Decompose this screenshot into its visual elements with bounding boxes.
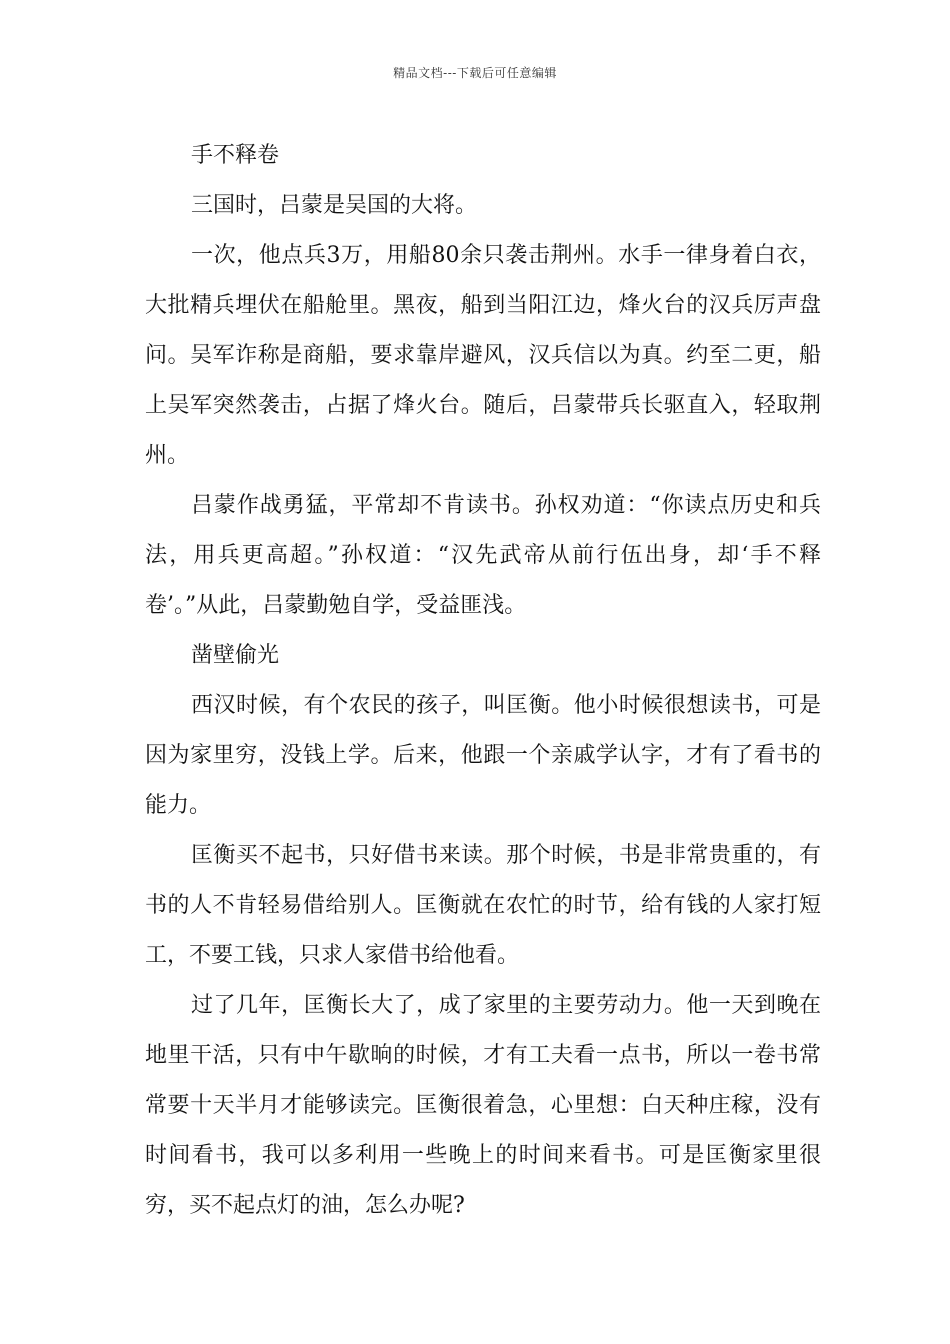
paragraph: 吕蒙作战勇猛，平常却不肯读书。孙权劝道：“你读点历史和兵法，用兵更高超。”孙权道：“汉先武帝从前行伍出身，却‘手不释卷’。”从此，吕蒙勤勉自学，受益匪浅。 [145,493,821,618]
paragraph: 匡衡买不起书，只好借书来读。那个时候，书是非常贵重的，有书的人不肯轻易借给别人。匡衡就在农忙的时节，给有钱的人家打短工，不要工钱，只求人家借书给他看。 [145,843,821,968]
paragraph: 过了几年，匡衡长大了，成了家里的主要劳动力。他一天到晚在地里干活，只有中午歇晌的时候，才有工夫看一点书，所以一卷书常常要十天半月才能够读完。匡衡很着急，心里想：白天种庄稼，没有时间看书，我可以多利用一些晚上的时间来看书。可是匡衡家里很穷，买不起点灯的油，怎么办呢? [145,993,821,1218]
paragraph: 三国时，吕蒙是吴国的大将。 [191,193,478,218]
paragraph: 西汉时候，有个农民的孩子，叫匡衡。他小时候很想读书，可是因为家里穷，没钱上学。后来，他跟一个亲戚学认字，才有了看书的能力。 [145,693,821,818]
document-body [145,131,821,1231]
section-title-shou-bu-shi-juan: 手不释卷 [191,143,280,168]
paragraph: 一次，他点兵3万，用船80余只袭击荆州。水手一律身着白衣，大批精兵埋伏在船舱里。黑夜，船到当阳江边，烽火台的汉兵厉声盘问。吴军诈称是商船，要求靠岸避风，汉兵信以为真。约至二更，船上吴军突然袭击，占据了烽火台。随后，吕蒙带兵长驱直入，轻取荆州。 [145,243,821,468]
page-header: 精品文档---下载后可任意编辑 [393,66,557,80]
section-title-zao-bi-tou-guang: 凿壁偷光 [191,643,280,668]
